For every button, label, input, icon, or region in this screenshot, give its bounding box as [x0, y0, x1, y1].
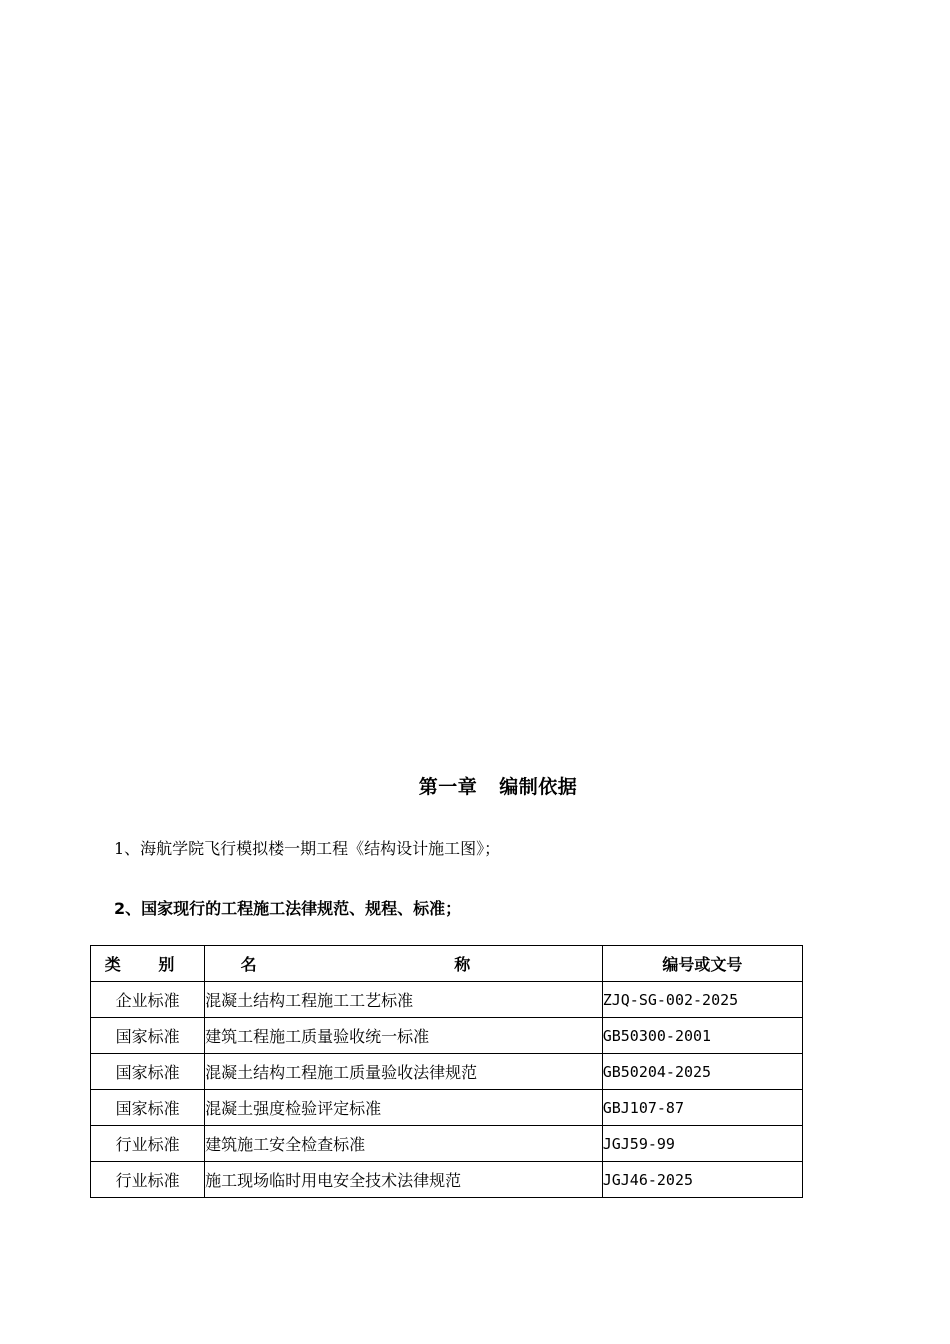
row-code: GB50204-2025 [602, 1054, 802, 1090]
row-name: 建筑施工安全检查标准 [205, 1126, 603, 1162]
row-name: 混凝土强度检验评定标准 [205, 1090, 603, 1126]
header-code: 编号或文号 [602, 946, 802, 982]
header-category: 类 别 [91, 946, 205, 982]
row-category: 行业标准 [91, 1162, 205, 1198]
row-name: 混凝土结构工程施工质量验收法律规范 [205, 1054, 603, 1090]
row-code: ZJQ-SG-002-2025 [602, 982, 802, 1018]
standards-table [90, 945, 803, 1198]
row-code: GB50300-2001 [602, 1018, 802, 1054]
chapter-title-text: 编制依据 [499, 776, 578, 798]
row-code: JGJ46-2025 [602, 1162, 802, 1198]
table-row [91, 1018, 803, 1054]
row-name: 建筑工程施工质量验收统一标准 [205, 1018, 603, 1054]
row-name: 施工现场临时用电安全技术法律规范 [205, 1162, 603, 1198]
paragraph-standards-intro: 2、国家现行的工程施工法律规范、规程、标准； [114, 899, 462, 918]
chapter-heading [0, 772, 950, 799]
table-row [91, 982, 803, 1018]
row-category: 国家标准 [91, 1090, 205, 1126]
table-row [91, 1090, 803, 1126]
row-category: 国家标准 [91, 1054, 205, 1090]
chapter-number: 第一章 [418, 776, 478, 798]
table-row [91, 1054, 803, 1090]
table-header-row [91, 946, 803, 982]
paragraph-drawings: 1、海航学院飞行模拟楼一期工程《结构设计施工图》； [114, 839, 501, 858]
row-code: JGJ59-99 [602, 1126, 802, 1162]
row-code: GBJ107-87 [602, 1090, 802, 1126]
table-row [91, 1126, 803, 1162]
table-row [91, 1162, 803, 1198]
row-category: 国家标准 [91, 1018, 205, 1054]
row-name: 混凝土结构工程施工工艺标准 [205, 982, 603, 1018]
row-category: 行业标准 [91, 1126, 205, 1162]
header-name: 名 称 [205, 946, 603, 982]
row-category: 企业标准 [91, 982, 205, 1018]
